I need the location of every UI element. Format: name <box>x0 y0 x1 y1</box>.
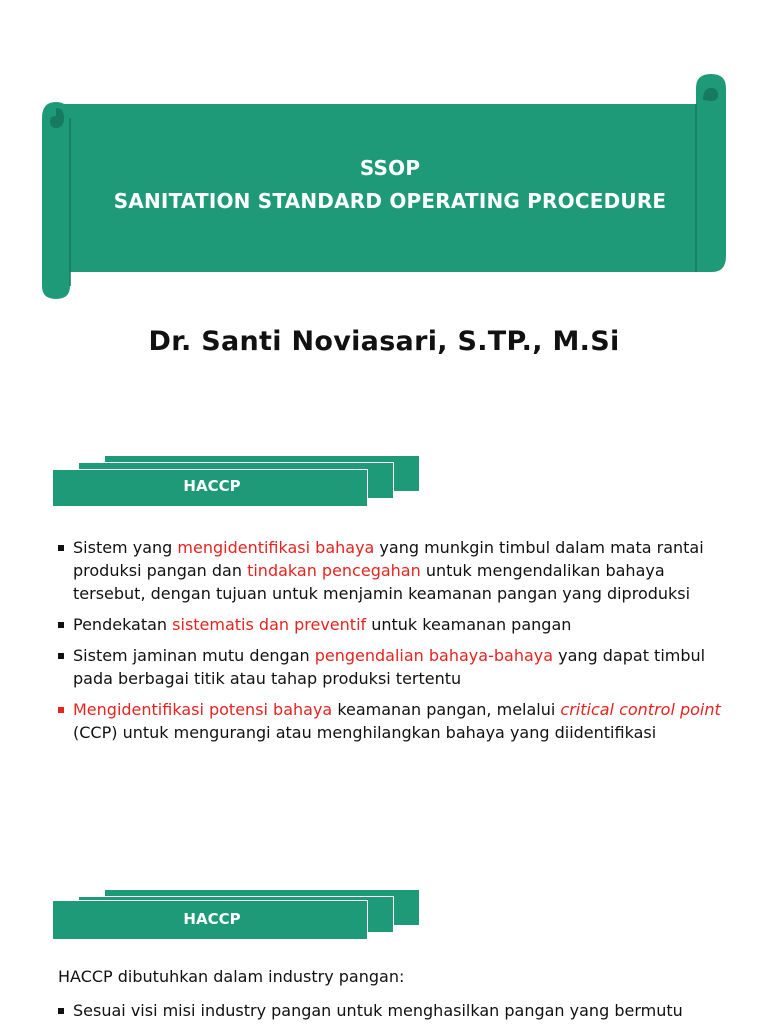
section-2-label: HACCP <box>183 910 241 928</box>
title-banner <box>0 0 768 310</box>
section-2-bullet-list <box>58 999 748 1022</box>
title-line-2: SANITATION STANDARD OPERATING PROCEDURE <box>113 189 667 213</box>
bullet-square-icon <box>58 1008 64 1014</box>
title-line-1: SSOP <box>359 156 421 180</box>
bullet-square-icon <box>58 707 64 713</box>
bullet-item: Sistem yang mengidentifikasi bahaya yang munkgin timbul dalam mata rantai produksi pangan dan tindakan pencegahan untuk mengendalikan bahaya tersebut, dengan tujuan untuk menjamin keamanan pangan yang diproduksi <box>58 536 738 605</box>
section-2-ribbon <box>0 886 430 946</box>
section-1-bullet-list <box>58 536 738 752</box>
bullet-item: Pendekatan sistematis dan preventif untuk keamanan pangan <box>58 613 738 636</box>
bullet-square-icon <box>58 653 64 659</box>
bullet-square-icon <box>58 622 64 628</box>
bullet-item: Mengidentifikasi potensi bahaya keamanan pangan, melalui critical control point (CCP) untuk mengurangi atau menghilangkan bahaya yang diidentifikasi <box>58 698 738 744</box>
author-name: Dr. Santi Noviasari, S.TP., M.Si <box>148 326 620 357</box>
bullet-item: Sesuai visi misi industry pangan untuk menghasilkan pangan yang bermutu <box>58 999 748 1022</box>
section-1-ribbon <box>0 452 430 512</box>
section-1-label: HACCP <box>183 477 241 495</box>
section-2-intro: HACCP dibutuhkan dalam industry pangan: <box>58 967 405 986</box>
bullet-item: Sistem jaminan mutu dengan pengendalian bahaya-bahaya yang dapat timbul pada berbagai titik atau tahap produksi tertentu <box>58 644 738 690</box>
banner-title <box>70 152 710 218</box>
bullet-square-icon <box>58 545 64 551</box>
